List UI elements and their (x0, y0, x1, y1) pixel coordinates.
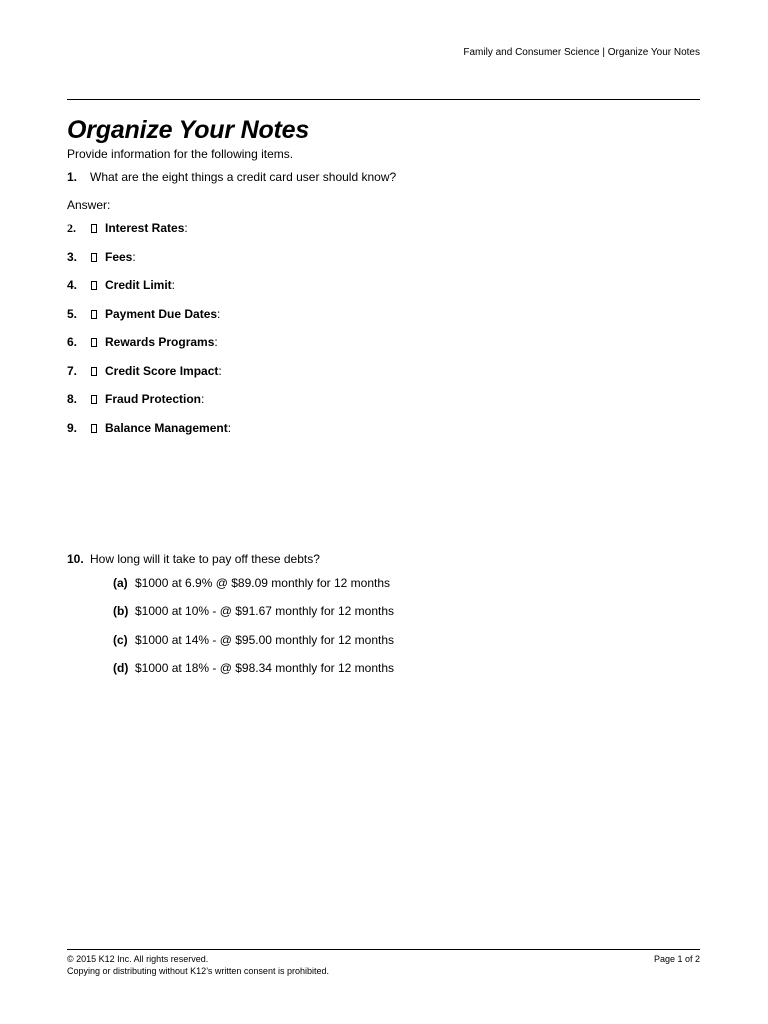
footer-legal (67, 953, 329, 977)
page-number: Page 1 of 2 (653, 954, 700, 964)
item-term: Rewards Programs (105, 335, 215, 349)
checkbox-glyph-icon (91, 253, 97, 262)
list-item (67, 363, 222, 379)
item-term: Credit Score Impact (105, 364, 219, 378)
question-text: How long will it take to pay off these debts? (90, 552, 320, 566)
sub-item (113, 633, 394, 647)
sub-item-text: $1000 at 14% - @ $95.00 monthly for 12 months (135, 633, 395, 647)
item-term: Payment Due Dates (105, 307, 218, 321)
question-number: 10. (67, 552, 84, 566)
question-number: 1. (67, 170, 78, 184)
item-number: 2. (67, 221, 76, 235)
answer-label: Answer: (67, 198, 111, 212)
item-suffix: : (184, 221, 188, 235)
sub-item-text: $1000 at 18% - @ $98.34 monthly for 12 months (135, 661, 395, 675)
list-item (67, 220, 188, 236)
list-item (67, 334, 218, 350)
sub-item (113, 661, 394, 675)
sub-item-letter: (d) (113, 661, 129, 675)
checkbox-glyph-icon (91, 395, 97, 404)
list-item (67, 306, 220, 322)
footer-notice: Copying or distributing without K12’s written consent is prohibited. (67, 966, 329, 976)
sub-item-text: $1000 at 6.9% @ $89.09 monthly for 12 months (135, 576, 391, 590)
question-10 (67, 552, 320, 566)
item-term: Credit Limit (105, 278, 172, 292)
item-number: 7. (67, 364, 78, 378)
footer-copyright: © 2015 K12 Inc. All rights reserved. (67, 954, 209, 964)
checkbox-glyph-icon (91, 367, 97, 376)
item-suffix: : (217, 307, 221, 321)
checkbox-glyph-icon (91, 338, 97, 347)
item-number: 3. (67, 250, 78, 264)
sub-item (113, 604, 394, 618)
list-item (67, 391, 204, 407)
checkbox-glyph-icon (91, 310, 97, 319)
checkbox-glyph-icon (91, 424, 97, 433)
running-header: Family and Consumer Science | Organize Your Notes (463, 47, 700, 58)
question-1 (67, 170, 396, 184)
sub-item (113, 576, 390, 590)
item-suffix: : (201, 392, 205, 406)
checkbox-glyph-icon (91, 224, 97, 233)
footer-divider (67, 949, 700, 950)
item-number: 6. (67, 335, 78, 349)
sub-item-letter: (c) (113, 633, 128, 647)
item-suffix: : (132, 250, 136, 264)
item-term: Interest Rates (105, 221, 185, 235)
sub-item-letter: (a) (113, 576, 128, 590)
header-divider (67, 99, 700, 100)
item-number: 5. (67, 307, 78, 321)
item-suffix: : (218, 364, 222, 378)
question-text: What are the eight things a credit card user should know? (90, 170, 397, 184)
item-suffix: : (227, 421, 232, 435)
item-suffix: : (214, 335, 218, 349)
sub-item-text: $1000 at 10% - @ $91.67 monthly for 12 months (135, 604, 395, 618)
item-term: Fraud Protection (105, 392, 202, 406)
intro-text: Provide information for the following items. (67, 147, 294, 161)
page-title: Organize Your Notes (67, 116, 310, 144)
checkbox-glyph-icon (91, 281, 97, 290)
list-item (67, 420, 231, 436)
item-term: Fees (105, 250, 133, 264)
item-suffix: : (171, 278, 176, 292)
list-item (67, 249, 136, 265)
item-term: Balance Management (105, 421, 228, 435)
list-item (67, 277, 175, 293)
item-number: 8. (67, 392, 78, 406)
sub-item-letter: (b) (113, 604, 129, 618)
item-number: 4. (67, 278, 78, 292)
item-number: 9. (67, 421, 78, 435)
